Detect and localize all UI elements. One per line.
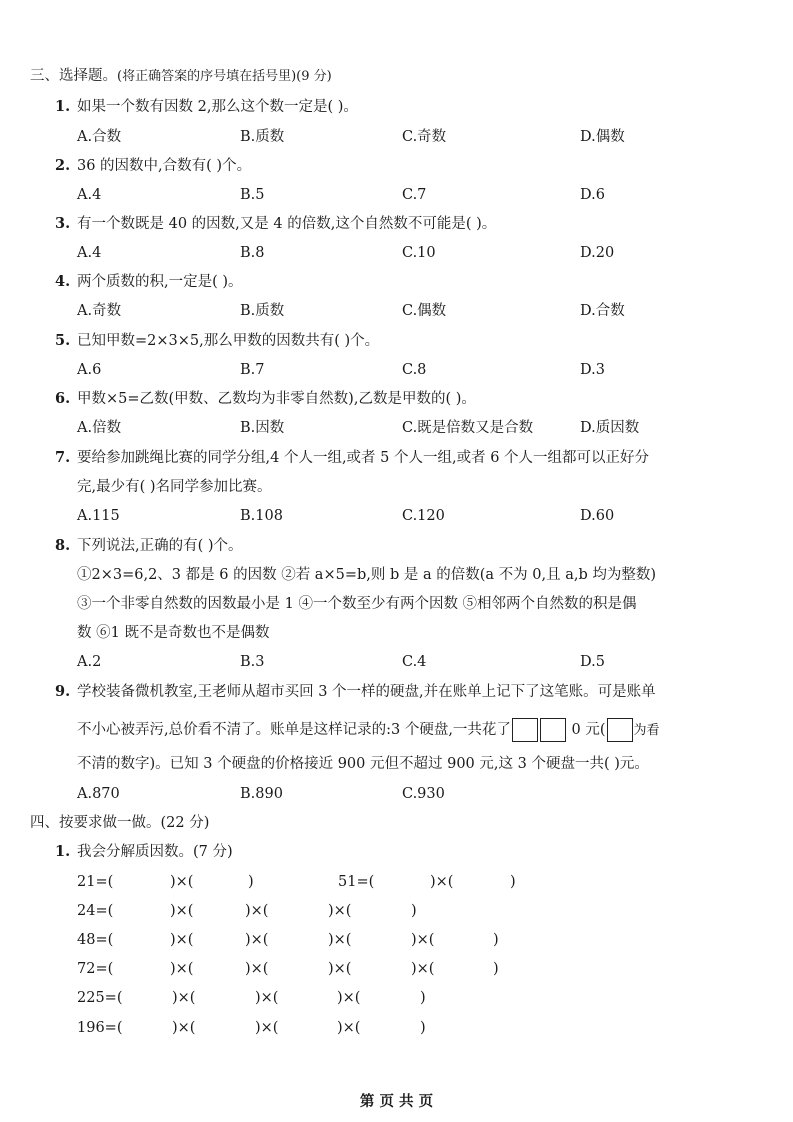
- question-text-line3: 不清的数字)。已知 3 个硬盘的价格接近 900 元但不超过 900 元,这 3 个硬盘一共( )元。: [77, 756, 649, 772]
- option-c[interactable]: C.4: [402, 654, 427, 670]
- factor-part: )×(: [328, 961, 352, 977]
- option-d[interactable]: D.60: [580, 508, 615, 524]
- factor-part: )×(: [170, 932, 194, 948]
- question-text: 如果一个数有因数 2,那么这个数一定是( )。: [77, 99, 358, 115]
- factor-part: ): [411, 903, 417, 919]
- section3-note: (将正确答案的序号填在括号里)(9 分): [117, 69, 332, 84]
- question-text-line2: [77, 718, 660, 742]
- option-d[interactable]: D.质因数: [580, 420, 640, 436]
- section3-title: 三、选择题。: [30, 68, 117, 84]
- factor-part: )×(: [172, 990, 196, 1006]
- factor-part: 196=(: [77, 1020, 123, 1036]
- option-d[interactable]: D.3: [580, 362, 605, 378]
- factor-part: 72=(: [77, 961, 114, 977]
- option-b[interactable]: B.8: [240, 245, 265, 261]
- option-b[interactable]: B.7: [240, 362, 265, 378]
- question-number: 1.: [55, 98, 71, 115]
- factor-part: 225=(: [77, 990, 123, 1006]
- option-a[interactable]: A.870: [77, 786, 120, 802]
- option-c[interactable]: C.偶数: [402, 303, 447, 319]
- question-text: 完,最少有( )名同学参加比赛。: [77, 479, 272, 495]
- question-number: 4.: [55, 273, 71, 290]
- option-d[interactable]: D.5: [580, 654, 605, 670]
- option-b[interactable]: B.108: [240, 508, 283, 524]
- section3-header: [30, 66, 332, 87]
- page-footer: 第 页 共 页: [359, 1093, 434, 1110]
- factor-part: ): [510, 874, 516, 890]
- option-c[interactable]: C.930: [402, 786, 445, 802]
- factor-part: ): [493, 932, 499, 948]
- option-b[interactable]: B.因数: [240, 420, 285, 436]
- question-text: 要给参加跳绳比赛的同学分组,4 个人一组,或者 5 个人一组,或者 6 个人一组都可以正好分: [77, 450, 650, 466]
- option-c[interactable]: C.120: [402, 508, 445, 524]
- option-b[interactable]: B.质数: [240, 303, 285, 319]
- option-b[interactable]: B.质数: [240, 129, 285, 145]
- factor-part: )×(: [337, 1020, 361, 1036]
- option-a[interactable]: A.倍数: [77, 420, 122, 436]
- factor-part: ): [493, 961, 499, 977]
- factor-part: 48=(: [77, 932, 114, 948]
- option-a[interactable]: A.2: [77, 654, 102, 670]
- question-number: 5.: [55, 332, 71, 349]
- factor-part: )×(: [172, 1020, 196, 1036]
- option-b[interactable]: B.3: [240, 654, 265, 670]
- factor-part: )×(: [411, 932, 435, 948]
- factor-part: )×(: [170, 874, 194, 890]
- factor-part: 21=(: [77, 874, 114, 890]
- option-c[interactable]: C.既是倍数又是合数: [402, 420, 534, 436]
- sub-question-number: 1.: [55, 843, 71, 860]
- option-a[interactable]: A.奇数: [77, 303, 122, 319]
- option-a[interactable]: A.115: [77, 508, 120, 524]
- section4-title: 四、按要求做一做。(22 分): [30, 815, 210, 831]
- option-c[interactable]: C.10: [402, 245, 436, 261]
- factor-part: ): [420, 990, 426, 1006]
- factor-part: )×(: [255, 1020, 279, 1036]
- option-d[interactable]: D.6: [580, 187, 605, 203]
- option-a[interactable]: A.4: [77, 245, 102, 261]
- factor-part: )×(: [255, 990, 279, 1006]
- question-text: 下列说法,正确的有( )个。: [77, 538, 243, 554]
- question-text: 有一个数既是 40 的因数,又是 4 的倍数,这个自然数不可能是( )。: [77, 216, 497, 232]
- question-text: ③一个非零自然数的因数最小是 1 ④一个数至少有两个因数 ⑤相邻两个自然数的积是偶: [77, 596, 637, 612]
- question-text: 36 的因数中,合数有( )个。: [77, 158, 252, 174]
- question-number: 6.: [55, 390, 71, 407]
- factor-part: )×(: [245, 932, 269, 948]
- option-a[interactable]: A.4: [77, 187, 102, 203]
- option-d[interactable]: D.20: [580, 245, 615, 261]
- option-b[interactable]: B.5: [240, 187, 265, 203]
- factor-part: )×(: [170, 961, 194, 977]
- option-d[interactable]: D.合数: [580, 303, 625, 319]
- question-text: ①2×3=6,2、3 都是 6 的因数 ②若 a×5=b,则 b 是 a 的倍数(a 不为 0,且 a,b 均为整数): [77, 567, 656, 583]
- factor-part: 51=(: [338, 874, 375, 890]
- blank-digit-box[interactable]: [540, 718, 566, 742]
- sub-question-title: 我会分解质因数。(7 分): [77, 844, 233, 860]
- question-number: 2.: [55, 157, 71, 174]
- factor-part: 24=(: [77, 903, 114, 919]
- factor-part: )×(: [430, 874, 454, 890]
- blank-digit-box[interactable]: [512, 718, 538, 742]
- option-c[interactable]: C.7: [402, 187, 427, 203]
- blank-digit-box-legend: [607, 718, 633, 742]
- option-c[interactable]: C.8: [402, 362, 427, 378]
- question-number: 7.: [55, 449, 71, 466]
- question-number: 9.: [55, 683, 71, 700]
- question-text: 数 ⑥1 既不是奇数也不是偶数: [77, 625, 270, 641]
- question-number: 3.: [55, 215, 71, 232]
- question-text: 两个质数的积,一定是( )。: [77, 274, 243, 290]
- question-text: 甲数×5=乙数(甲数、乙数均为非零自然数),乙数是甲数的( )。: [77, 391, 476, 407]
- factor-part: )×(: [411, 961, 435, 977]
- text-part: 为看: [633, 723, 660, 738]
- question-text: 学校装备微机教室,王老师从超市买回 3 个一样的硬盘,并在账单上记下了这笔账。可是账单: [77, 684, 656, 700]
- factor-part: ): [248, 874, 254, 890]
- option-a[interactable]: A.6: [77, 362, 102, 378]
- factor-part: )×(: [328, 903, 352, 919]
- question-text: 已知甲数=2×3×5,那么甲数的因数共有( )个。: [77, 333, 380, 349]
- text-part: 0 元(: [571, 722, 606, 738]
- option-b[interactable]: B.890: [240, 786, 283, 802]
- factor-part: )×(: [328, 932, 352, 948]
- question-number: 8.: [55, 537, 71, 554]
- option-d[interactable]: D.偶数: [580, 129, 625, 145]
- factor-part: )×(: [245, 903, 269, 919]
- factor-part: ): [420, 1020, 426, 1036]
- factor-part: )×(: [245, 961, 269, 977]
- text-part: 不小心被弄污,总价看不清了。账单是这样记录的:3 个硬盘,一共花了: [77, 722, 511, 738]
- factor-part: )×(: [170, 903, 194, 919]
- option-c[interactable]: C.奇数: [402, 129, 447, 145]
- factor-part: )×(: [337, 990, 361, 1006]
- option-a[interactable]: A.合数: [77, 129, 122, 145]
